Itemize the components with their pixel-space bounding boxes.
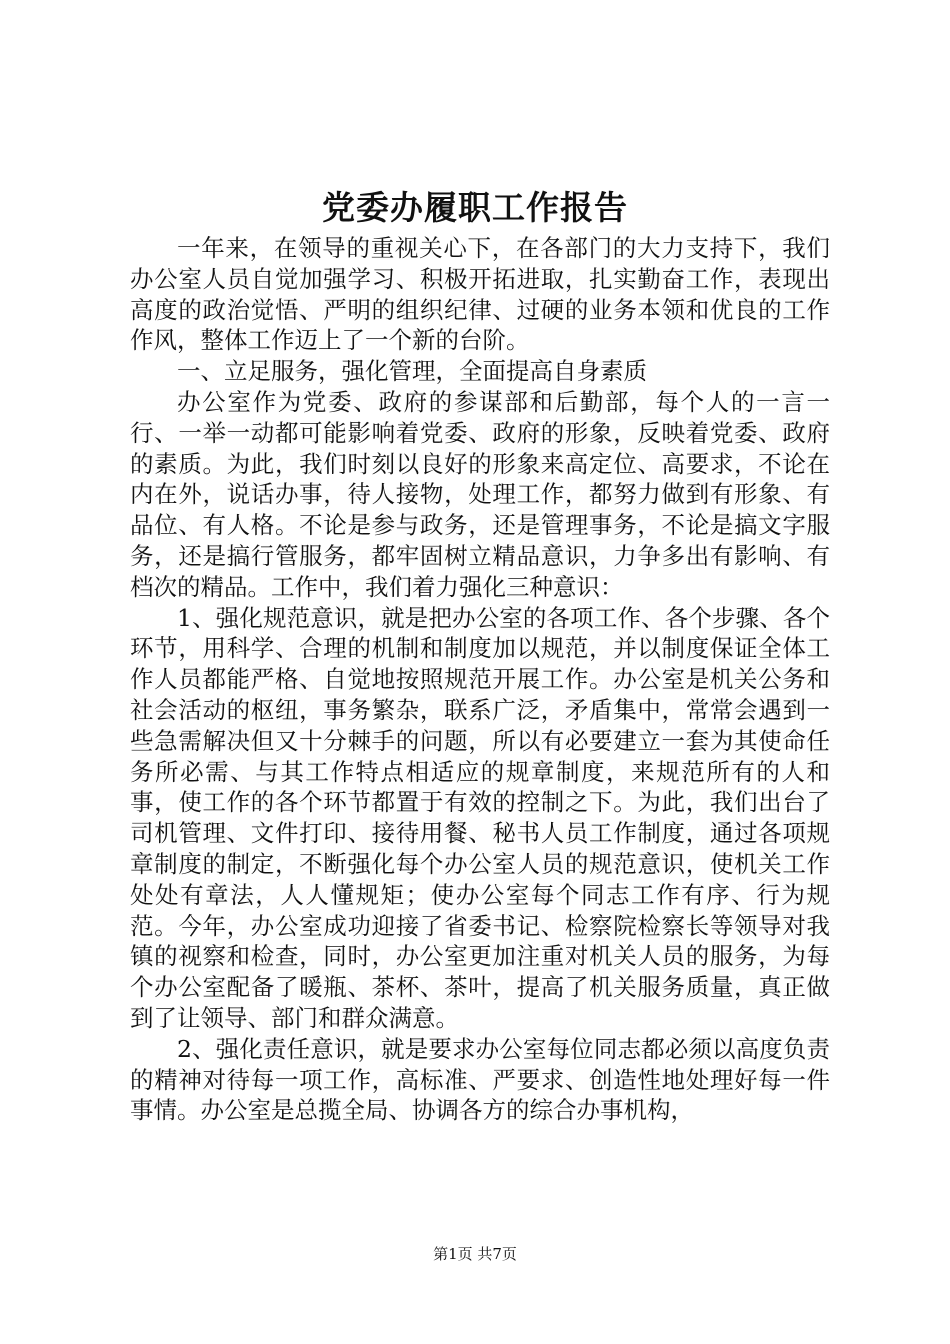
page-footer: 第1页 共7页 — [433, 1245, 517, 1263]
paragraph-intro: 一年来，在领导的重视关心下，在各部门的大力支持下，我们办公室人员自觉加强学习、积极开拓进取，扎实勤奋工作，表现出高度的政治觉悟、严明的组织纪律、过硬的业务本领和优良的工作作风，整体工作迈上了一个新的台阶。 — [130, 234, 830, 355]
paragraph-section-1: 办公室作为党委、政府的参谋部和后勤部，每个人的一言一行、一举一动都可能影响着党委、政府的形象，反映着党委、政府的素质。为此，我们时刻以良好的形象来高定位、高要求，不论在内在外，说话办事，待人接物，处理工作，都努力做到有形象、有品位、有人格。不论是参与政务，还是管理事务，不论是搞文字服务，还是搞行管服务，都牢固树立精品意识，力争多出有影响、有档次的精品。工作中，我们着力强化三种意识： — [130, 387, 830, 601]
section-heading-1: 一、立足服务，强化管理，全面提高自身素质 — [177, 357, 647, 386]
paragraph-item-2: 2、强化责任意识，就是要求办公室每位同志都必须以高度负责的精神对待每一项工作，高标准、严要求、创造性地处理好每一件事情。办公室是总揽全局、协调各方的综合办事机构， — [130, 1034, 830, 1125]
document-title: 党委办履职工作报告 — [322, 188, 628, 227]
paragraph-item-1: 1、强化规范意识，就是把办公室的各项工作、各个步骤、各个环节，用科学、合理的机制和制度加以规范，并以制度保证全体工作人员都能严格、自觉地按照规范开展工作。办公室是机关公务和社会活动的枢纽，事务繁杂，联系广泛，矛盾集中，常常会遇到一些急需解决但又十分棘手的问题，所以有必要建立一套为其使命任务所必需、与其工作特点相适应的规章制度，来规范所有的人和事，使工作的各个环节都置于有效的控制之下。为此，我们出台了司机管理、文件打印、接待用餐、秘书人员工作制度，通过各项规章制度的制定，不断强化每个办公室人员的规范意识，使机关工作处处有章法，人人懂规矩；使办公室每个同志工作有序、行为规范。今年，办公室成功迎接了省委书记、检察院检察长等领导对我镇的视察和检查，同时，办公室更加注重对机关人员的服务，为每个办公室配备了暖瓶、茶杯、茶叶，提高了机关服务质量，真正做到了让领导、部门和群众满意。 — [130, 603, 830, 1032]
document-body — [130, 233, 830, 1126]
